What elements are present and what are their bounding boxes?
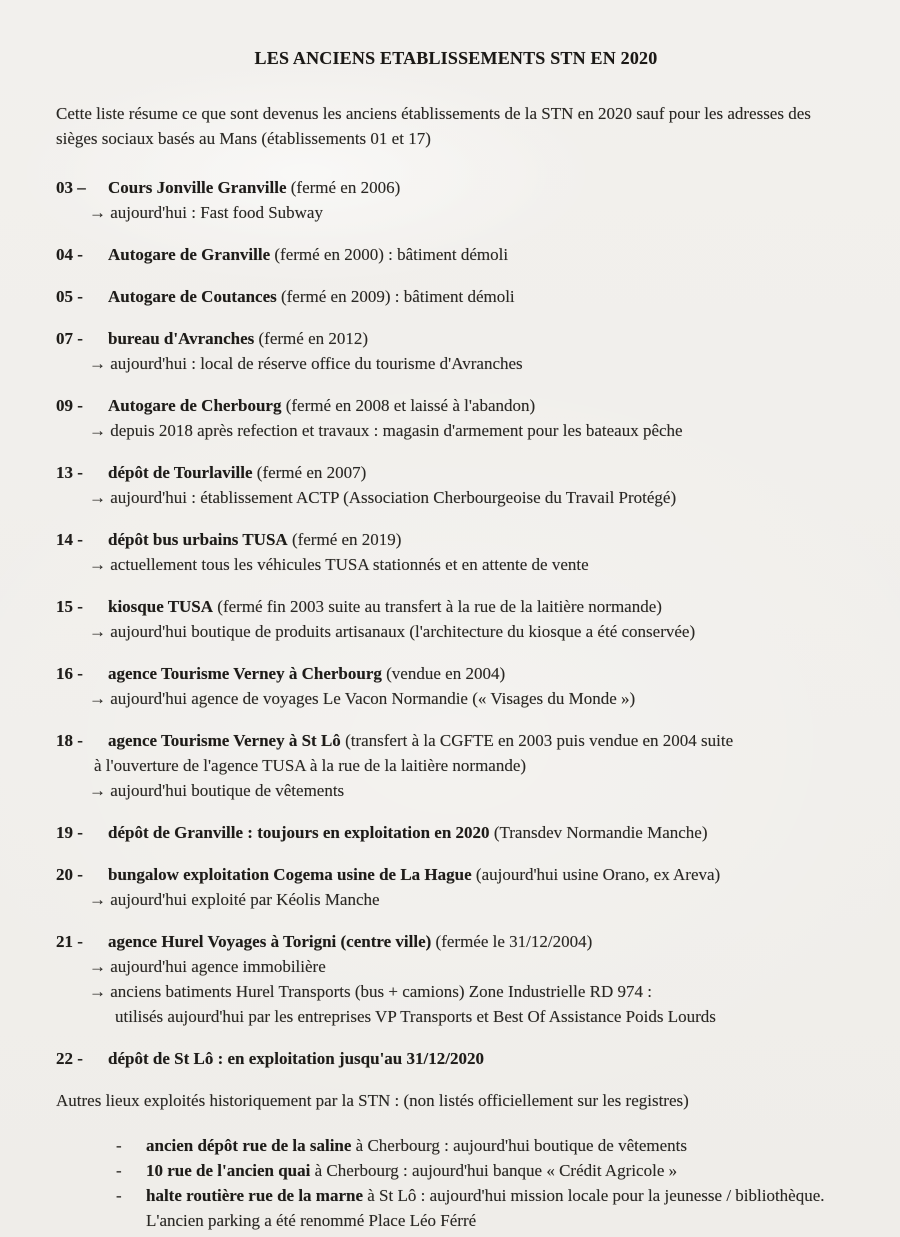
list-entry-13	[56, 460, 856, 510]
entry-suffix: (fermé en 2008 et laissé à l'abandon)	[281, 396, 536, 415]
entry-detail-line: → aujourd'hui : établissement ACTP (Association Cherbourgeoise du Travail Protégé)	[89, 488, 677, 507]
list-entry-22	[56, 1046, 856, 1071]
entry-title: Autogare de Granville	[108, 245, 271, 264]
entry-number: 14 -	[56, 530, 83, 549]
entry-title: Autogare de Coutances	[108, 287, 277, 306]
entry-title: kiosque TUSA	[108, 597, 214, 616]
list-entry-16	[56, 661, 856, 711]
entry-content	[108, 820, 856, 845]
entry-number: 04 -	[56, 245, 83, 264]
entry-detail-line: → depuis 2018 après refection et travaux : magasin d'armement pour les bateaux pêche	[89, 421, 683, 440]
bullet-dash: -	[116, 1161, 122, 1180]
entry-content	[89, 527, 856, 577]
entry-title-line	[108, 284, 856, 309]
entry-number: 09 -	[56, 396, 83, 415]
entry-title-line	[108, 1046, 856, 1071]
intro-paragraph: Cette liste résume ce que sont devenus les anciens établissements de la STN en 2020 sauf pour les adresses des sièges sociaux basés au Mans (établissements 01 et 17)	[56, 104, 811, 148]
bullet-dash: -	[116, 1136, 122, 1155]
entry-continuation-line: utilisés aujourd'hui par les entreprises VP Transports et Best Of Assistance Poids Lourds	[115, 1007, 716, 1026]
entry-title: Autogare de Cherbourg	[108, 396, 282, 415]
entry-title: dépôt de Granville : toujours en exploitation en 2020	[108, 823, 490, 842]
list-entry-03	[56, 175, 856, 225]
bullet-text	[146, 1183, 856, 1233]
entry-content	[89, 661, 856, 711]
entry-content	[89, 460, 856, 510]
entry-detail-line: → aujourd'hui agence de voyages Le Vacon Normandie (« Visages du Monde »)	[89, 689, 636, 708]
entry-detail-line: → aujourd'hui boutique de vêtements	[89, 781, 345, 800]
bullet-text	[146, 1158, 856, 1183]
entry-title: dépôt de Tourlaville	[108, 463, 253, 482]
list-item	[116, 1183, 856, 1233]
entry-content	[89, 393, 856, 443]
entry-title-line	[108, 326, 856, 351]
entry-suffix: (vendue en 2004)	[381, 664, 506, 683]
entry-number: 15 -	[56, 597, 83, 616]
list-entry-09	[56, 393, 856, 443]
bullet-bold: 10 rue de l'ancien quai	[146, 1161, 311, 1180]
entry-content	[89, 929, 856, 1029]
bullet-dash: -	[116, 1186, 122, 1205]
entry-suffix: (fermé en 2006)	[286, 178, 401, 197]
list-item	[116, 1158, 856, 1183]
entry-title: agence Tourisme Verney à St Lô	[108, 731, 341, 750]
entry-title-line	[108, 242, 856, 267]
entry-title: bureau d'Avranches	[108, 329, 255, 348]
entry-title: dépôt de St Lô : en exploitation jusqu'au 31/12/2020	[108, 1049, 484, 1068]
list-entry-05	[56, 284, 856, 309]
entry-content	[89, 594, 856, 644]
entry-suffix: (fermé en 2012)	[254, 329, 369, 348]
entry-detail-line: → aujourd'hui : Fast food Subway	[89, 203, 323, 222]
entry-number: 05 -	[56, 287, 83, 306]
entry-detail-line: → actuellement tous les véhicules TUSA stationnés et en attente de vente	[89, 555, 589, 574]
entry-number: 16 -	[56, 664, 83, 683]
entry-detail-line: → aujourd'hui : local de réserve office du tourisme d'Avranches	[89, 354, 523, 373]
entry-title-line	[108, 862, 856, 887]
entry-detail-line: → aujourd'hui exploité par Kéolis Manche	[89, 890, 380, 909]
entry-suffix: (Transdev Normandie Manche)	[489, 823, 708, 842]
list-entry-14	[56, 527, 856, 577]
other-locations-list	[116, 1133, 856, 1233]
bullet-bold: ancien dépôt rue de la saline	[146, 1136, 352, 1155]
bullet-rest: à Cherbourg : aujourd'hui boutique de vêtements	[351, 1136, 688, 1155]
entry-content	[108, 284, 856, 309]
list-entry-07	[56, 326, 856, 376]
list-entry-18	[56, 728, 856, 803]
bullet-rest: à St Lô : aujourd'hui mission locale pour la jeunesse / bibliothèque. L'ancien parking a été renommé Place Léo Férré	[146, 1186, 825, 1230]
entry-title: Cours Jonville Granville	[108, 178, 287, 197]
entry-number: 18 -	[56, 731, 83, 750]
entry-number: 03 –	[56, 178, 86, 197]
entry-content	[108, 1046, 856, 1071]
entry-number: 21 -	[56, 932, 83, 951]
list-entry-19	[56, 820, 856, 845]
entry-suffix: (fermé fin 2003 suite au transfert à la rue de la laitière normande)	[213, 597, 662, 616]
entry-title: agence Hurel Voyages à Torigni (centre ville)	[108, 932, 432, 951]
entry-content	[89, 728, 856, 803]
entry-content	[89, 862, 856, 912]
document-title: LES ANCIENS ETABLISSEMENTS STN EN 2020	[254, 48, 658, 68]
entry-suffix: (fermé en 2007)	[252, 463, 367, 482]
entry-title-line	[108, 527, 856, 552]
entry-title: bungalow exploitation Cogema usine de La Hague	[108, 865, 472, 884]
entry-title-line	[108, 393, 856, 418]
entry-number: 20 -	[56, 865, 83, 884]
entry-content	[89, 175, 856, 225]
entry-suffix: (transfert à la CGFTE en 2003 puis vendue en 2004 suite	[340, 731, 734, 750]
entry-content	[108, 242, 856, 267]
entry-number: 22 -	[56, 1049, 83, 1068]
entry-title-line	[108, 460, 856, 485]
entry-title-line	[108, 820, 856, 845]
entry-title-line	[108, 594, 856, 619]
list-entry-20	[56, 862, 856, 912]
entry-number: 13 -	[56, 463, 83, 482]
entry-continuation-line: à l'ouverture de l'agence TUSA à la rue de la laitière normande)	[94, 756, 527, 775]
entry-suffix: (fermé en 2000) : bâtiment démoli	[270, 245, 509, 264]
entry-title: dépôt bus urbains TUSA	[108, 530, 288, 549]
entry-content	[89, 326, 856, 376]
list-entry-21	[56, 929, 856, 1029]
entry-number: 07 -	[56, 329, 83, 348]
entry-suffix: (fermée le 31/12/2004)	[431, 932, 593, 951]
entry-detail-line: → aujourd'hui agence immobilière	[89, 957, 326, 976]
entry-detail-line: → anciens batiments Hurel Transports (bus + camions) Zone Industrielle RD 974 :	[89, 982, 652, 1001]
entry-title: agence Tourisme Verney à Cherbourg	[108, 664, 382, 683]
bullet-bold: halte routière rue de la marne	[146, 1186, 364, 1205]
entry-title-line	[108, 661, 856, 686]
other-locations-heading: Autres lieux exploités historiquement par la STN : (non listés officiellement sur les registres)	[56, 1091, 689, 1110]
list-entry-15	[56, 594, 856, 644]
entry-title-line	[108, 175, 856, 200]
entry-suffix: (aujourd'hui usine Orano, ex Areva)	[471, 865, 721, 884]
bullet-text	[146, 1133, 856, 1158]
entry-number: 19 -	[56, 823, 83, 842]
entry-suffix: (fermé en 2009) : bâtiment démoli	[276, 287, 515, 306]
entry-detail-line: → aujourd'hui boutique de produits artisanaux (l'architecture du kiosque a été conservée)	[89, 622, 696, 641]
entry-title-line	[108, 929, 856, 954]
list-item	[116, 1133, 856, 1158]
list-entry-04	[56, 242, 856, 267]
entry-suffix: (fermé en 2019)	[287, 530, 402, 549]
bullet-rest: à Cherbourg : aujourd'hui banque « Crédit Agricole »	[310, 1161, 678, 1180]
entry-title-line	[108, 728, 856, 753]
